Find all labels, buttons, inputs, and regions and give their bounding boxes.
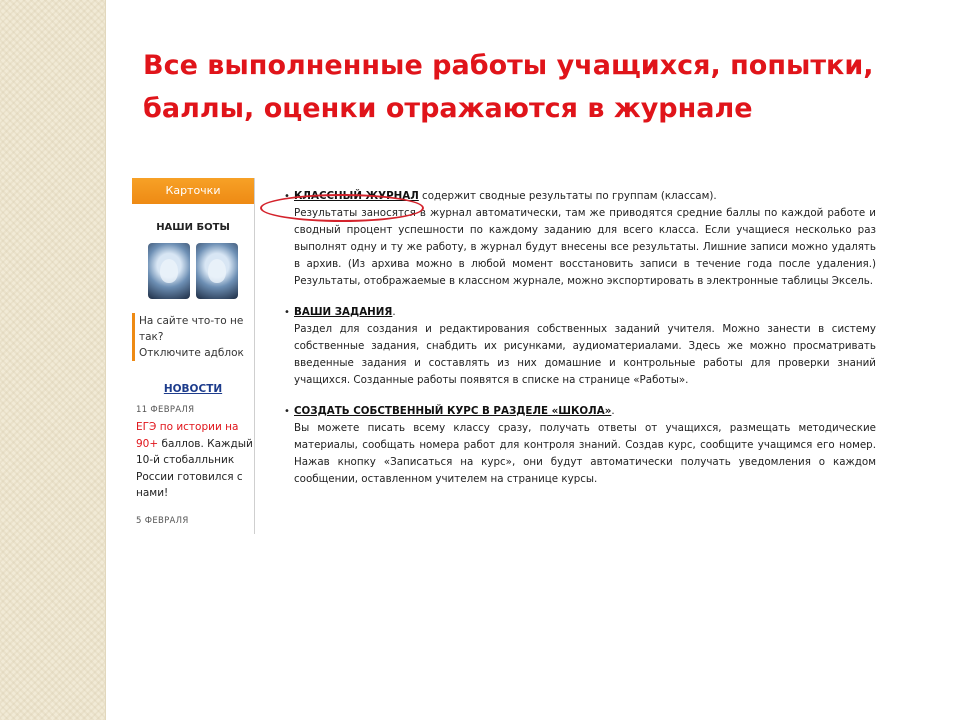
news1-text[interactable] <box>136 419 254 502</box>
slide-title-line1: Все выполненные работы учащихся, попытки, <box>143 50 874 81</box>
news1-rest: баллов. Каждый 10-й стобалльник России готовился с нами! <box>136 437 253 499</box>
cards-tab[interactable]: Карточки <box>132 178 254 204</box>
bullet-icon: • <box>284 406 290 417</box>
embedded-screenshot <box>132 178 882 538</box>
section-create-course <box>284 403 876 488</box>
robot-avatar-1[interactable] <box>148 243 190 299</box>
bots-title: НАШИ БОТЫ <box>156 222 230 233</box>
decorative-left-strip <box>0 0 106 720</box>
section-title-link[interactable]: СОЗДАТЬ СОБСТВЕННЫЙ КУРС В РАЗДЕЛЕ «ШКОЛА» <box>294 405 612 417</box>
robot-avatar-2[interactable] <box>196 243 238 299</box>
news1-date: 11 ФЕВРАЛЯ <box>136 405 195 415</box>
section-body: Раздел для создания и редактирования собственных заданий учителя. Можно занести в систему собственные задания, снабдить их рисунками, аудиоматериалами. Здесь же можно просматривать введенные задания и составлять из них домашние и контрольные работы для проверки знаний учащихся. Созданные работы появятся в списке на странице «Работы». <box>294 323 876 386</box>
adblock-line1: На сайте что-то не так? <box>139 315 244 343</box>
adblock-notice <box>132 313 254 361</box>
slide-title-line2: баллы, оценки отражаются в журнале <box>143 93 753 124</box>
bullet-icon: • <box>284 191 290 202</box>
section-title-link[interactable]: КЛАССНЫЙ ЖУРНАЛ <box>294 190 419 202</box>
section-your-tasks <box>284 304 876 389</box>
adblock-line2: Отключите адблок <box>139 347 244 359</box>
section-title-link[interactable]: ВАШИ ЗАДАНИЯ <box>294 306 393 318</box>
slide-title <box>143 44 933 130</box>
news2-date: 5 ФЕВРАЛЯ <box>136 515 189 526</box>
news1-headline[interactable]: ЕГЭ по истории на 90+ <box>136 421 239 450</box>
main-content <box>284 188 876 502</box>
section-title-suffix: содержит сводные результаты по группам (классам). <box>418 190 717 202</box>
section-title-suffix: . <box>611 405 615 417</box>
news-title-link[interactable]: НОВОСТИ <box>163 383 223 395</box>
bullet-icon: • <box>284 307 290 318</box>
sidebar <box>132 178 255 534</box>
bots-images <box>132 243 254 299</box>
section-body: Результаты заносятся в журнал автоматически, там же приводятся средние баллы по каждой работе и сводный процент успешности по каждому заданию для всего класса. Если учащиеся несколько раз выполнят одну и ту же работу, в журнал будут внесены все результаты. Лишние записи можно удалять в архив. (Из архива можно в любой момент восстановить записи в течение года после удаления.) Результаты, отображаемые в классном журнале, можно экспортировать в электронные таблицы Эксель. <box>294 207 876 287</box>
section-class-journal <box>284 188 876 290</box>
section-title-suffix: . <box>392 306 396 318</box>
section-body: Вы можете писать всему классу сразу, получать ответы от учащихся, размещать методические материалы, сообщать номера работ для контроля знаний. Создав курс, сообщите учащимся его номер. Нажав кнопку «Записаться на курс», они будут автоматически получать уведомления о каждом сообщении, оставленном учителем на странице курсы. <box>294 422 876 485</box>
